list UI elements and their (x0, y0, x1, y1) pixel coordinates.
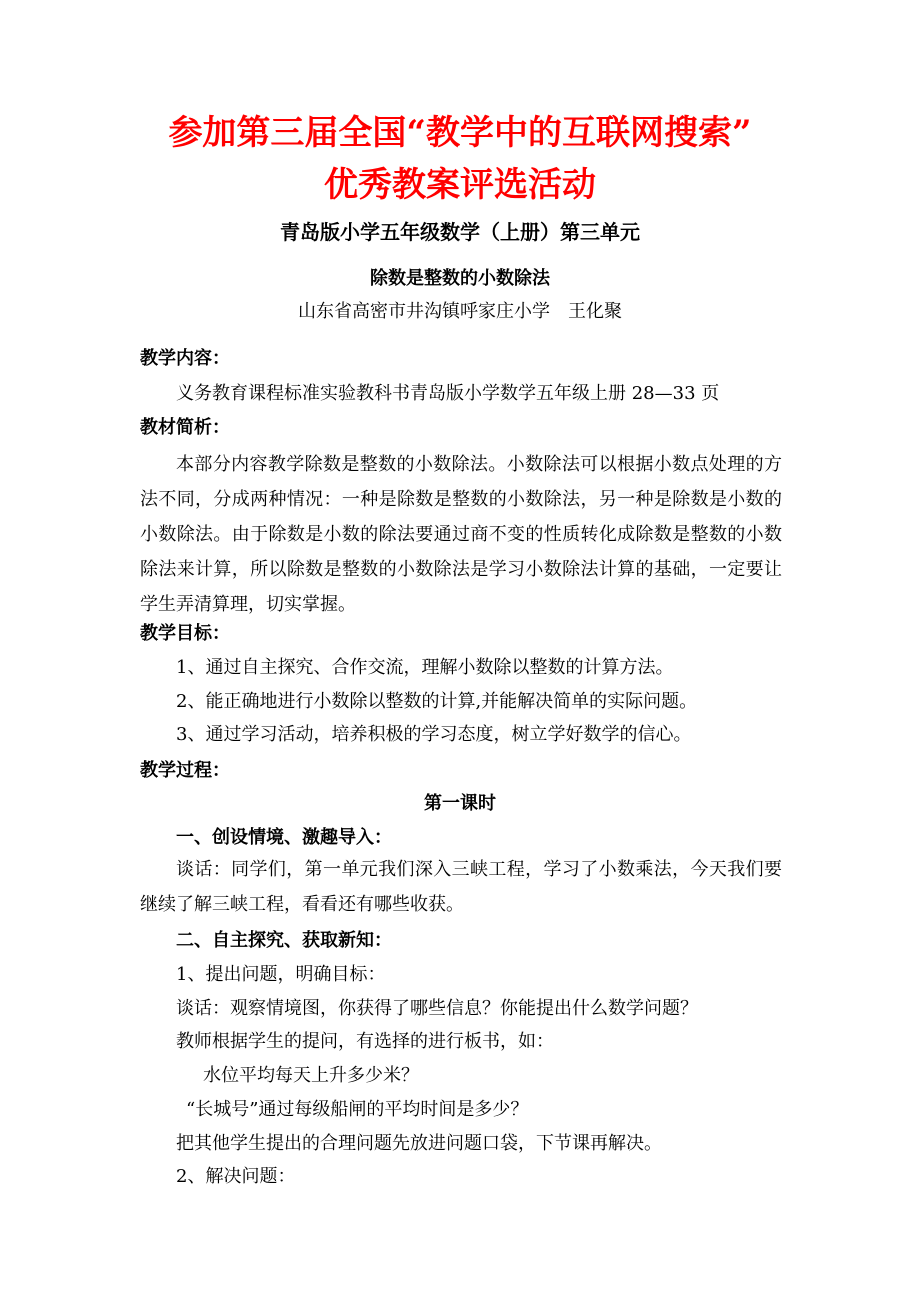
pocket-note: 把其他学生提出的合理问题先放进问题口袋，下节课再解决。 (176, 1133, 662, 1154)
teacher-note: 教师根据学生的提问，有选择的进行板书，如： (176, 1031, 554, 1052)
unit-subtitle: 青岛版小学五年级数学（上册）第三单元 (280, 220, 640, 244)
author-line: 山东省高密市井沟镇呼家庄小学 王化聚 (298, 301, 622, 322)
goal-item-3: 3、通过学习活动，培养积极的学习态度，树立学好数学的信心。 (176, 724, 692, 745)
process-heading: 教学过程： (140, 760, 230, 781)
lesson-title: 除数是整数的小数除法 (370, 268, 550, 289)
board-question-2: “长城号”通过每级船闸的平均时间是多少？ (186, 1099, 529, 1120)
goal-item-2: 2、能正确地进行小数除以整数的计算,并能解决简单的实际问题。 (176, 691, 698, 712)
analysis-heading: 教材简析： (140, 417, 230, 438)
content-text: 义务教育课程标准实验教科书青岛版小学数学五年级上册 28—33 页 (176, 383, 720, 404)
section1-paragraph: 谈话：同学们，第一单元我们深入三峡工程，学习了小数乘法，今天我们要继续了解三峡工程，看看还有哪些收获。 (140, 859, 782, 915)
document-title-line1: 参加第三届全国“教学中的互联网搜索” (168, 113, 752, 153)
content-heading: 教学内容： (140, 348, 230, 369)
goal-item-1: 1、通过自主探究、合作交流，理解小数除以整数的计算方法。 (176, 657, 674, 678)
step2-label: 2、解决问题： (176, 1166, 296, 1187)
step1-label: 1、提出问题，明确目标： (176, 964, 386, 985)
section1-heading: 一、创设情境、激趣导入： (176, 827, 392, 848)
section2-heading: 二、自主探究、获取新知： (176, 930, 392, 951)
period-title: 第一课时 (424, 793, 496, 814)
talk-line: 谈话：观察情境图，你获得了哪些信息？你能提出什么数学问题？ (176, 998, 698, 1019)
analysis-paragraph: 本部分内容教学除数是整数的小数除法。小数除法可以根据小数点处理的方法不同，分成两种情况：一种是除数是整数的小数除法，另一种是除数是小数的小数除法。由于除数是小数的除法要通过商不变的性质转化成除数是整数的小数除法来计算，所以除数是整数的小数除法是学习小数除法计算的基础，一定要让学生弄清算理，切实掌握。 (140, 454, 782, 615)
document-title-line2: 优秀教案评选活动 (324, 165, 596, 205)
board-question-1: 水位平均每天上升多少米？ (203, 1065, 419, 1086)
goals-heading: 教学目标： (140, 623, 230, 644)
